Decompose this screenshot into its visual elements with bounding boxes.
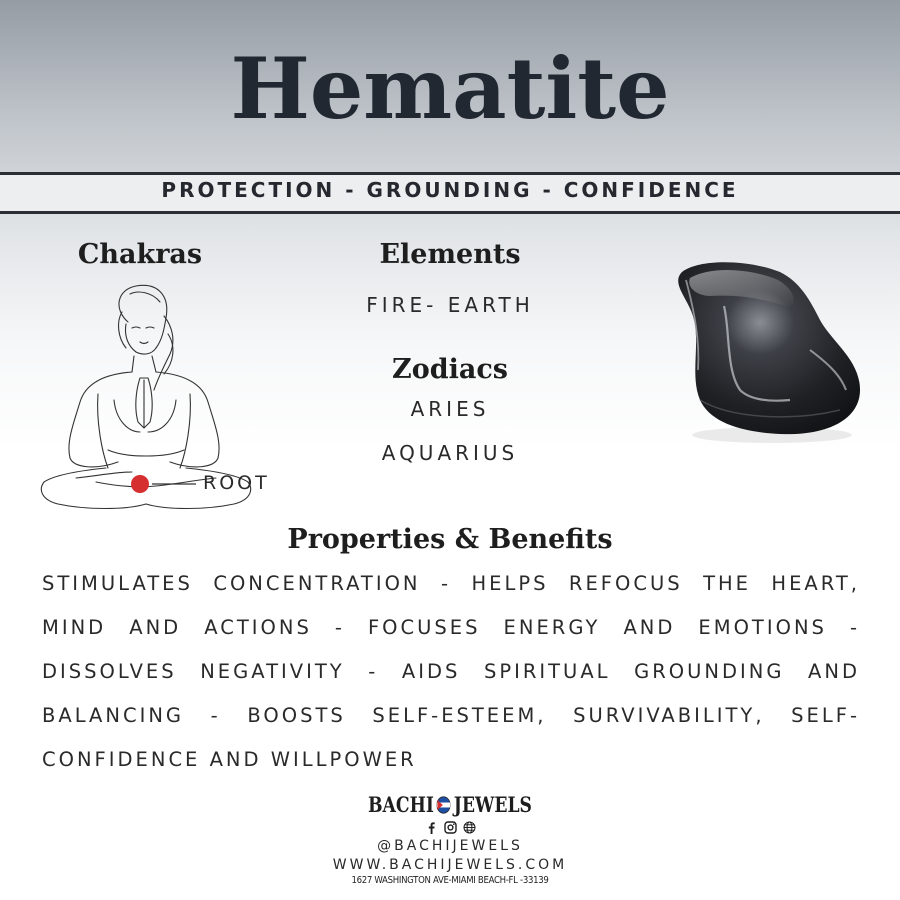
root-chakra-dot [131, 475, 149, 493]
properties-heading: Properties & Benefits [287, 524, 613, 555]
social-handle[interactable]: @BACHIJEWELS [377, 838, 523, 854]
brand-logo [368, 791, 532, 819]
facebook-icon[interactable] [425, 819, 438, 832]
globe-icon[interactable] [463, 819, 476, 832]
chakras-heading: Chakras [77, 239, 203, 270]
hematite-stone-image [660, 250, 875, 450]
root-chakra-label: ROOT [203, 472, 270, 494]
website-link[interactable]: WWW.BACHIJEWELS.COM [332, 857, 568, 873]
store-address: 1627 WASHINGTON AVE-MIAMI BEACH-FL -33139 [351, 875, 549, 886]
zodiacs-heading: Zodiacs [392, 354, 508, 385]
instagram-icon[interactable] [444, 819, 457, 832]
social-icons [400, 819, 500, 832]
flag-badge-icon [436, 794, 451, 816]
zodiac-item: ARIES [410, 397, 490, 421]
elements-heading: Elements [379, 239, 521, 270]
brand-logo-right: JEWELS [453, 792, 532, 817]
elements-value: FIRE- EARTH [366, 293, 534, 317]
zodiac-item: AQUARIUS [381, 441, 519, 465]
properties-body: STIMULATES CONCENTRATION - HELPS REFOCUS THE HEART, MIND AND ACTIONS - FOCUSES ENERGY AND EMOTIONS - DISSOLVES NEGATIVITY - AIDS SPIRITUAL GROUNDING AND BALANCING - BOOSTS SELF-ESTEEM, SURVIVABILITY, SELF-CONFIDENCE AND WILLPOWER [42, 572, 860, 771]
page-title: Hematite [230, 39, 670, 138]
brand-logo-left: BACHI [368, 792, 434, 817]
tagline: PROTECTION - GROUNDING - CONFIDENCE [161, 178, 739, 202]
